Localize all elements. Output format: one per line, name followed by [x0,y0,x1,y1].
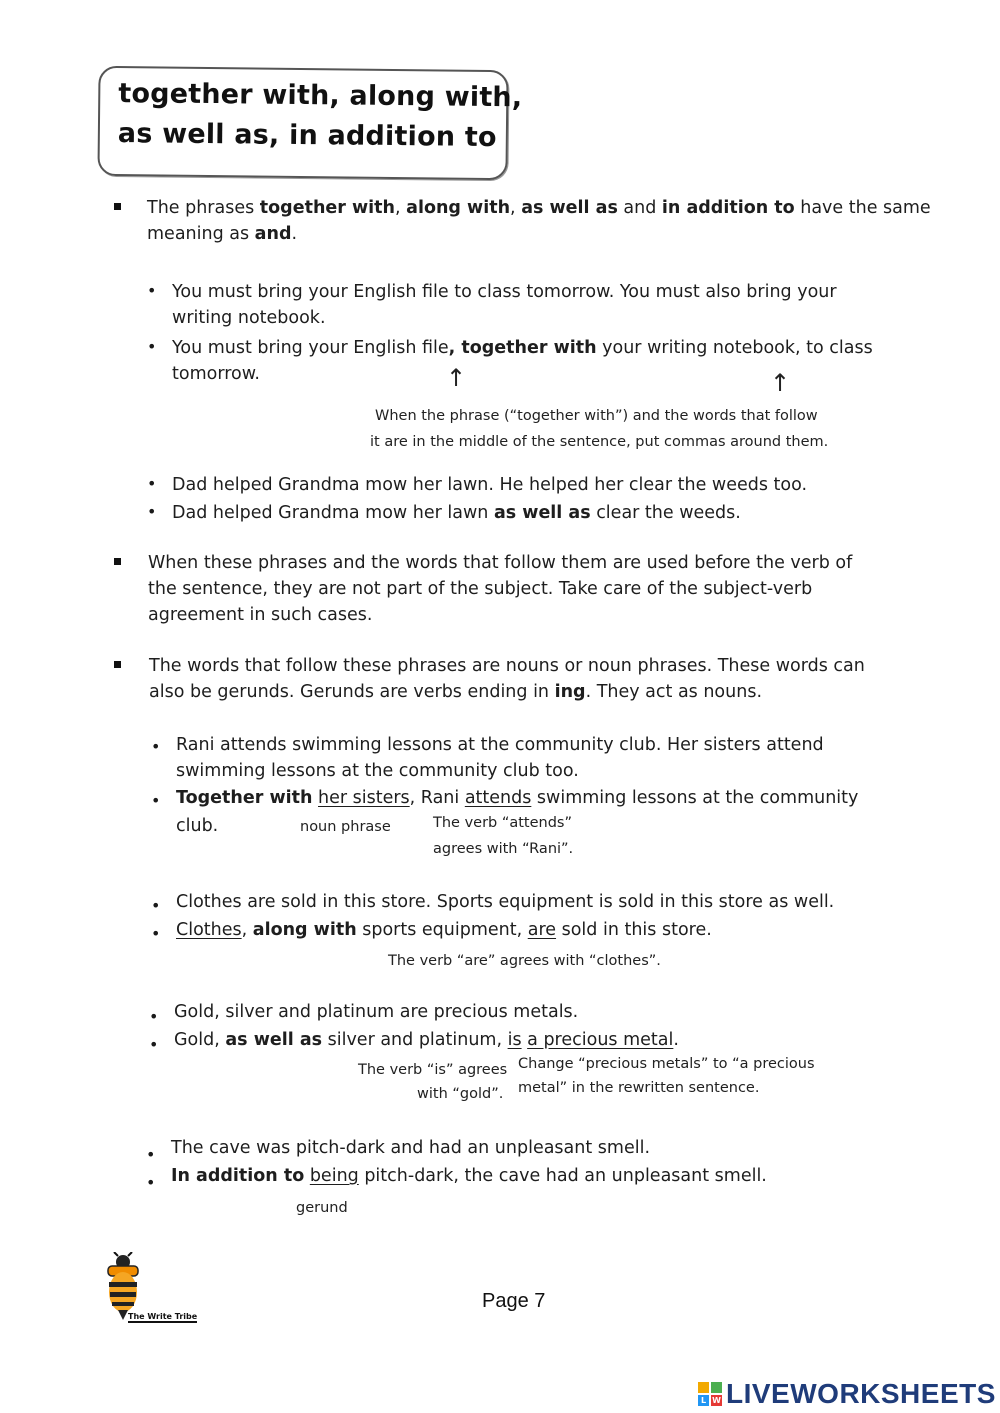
title-line-1: together with, along with, [118,78,523,114]
arrow-up-icon: ↑ [446,364,467,392]
bee-icon [98,1252,158,1320]
ex4-s1: Clothes are sold in this store. Sports equipment is sold in this store as well. [176,892,835,912]
bullet-dot-icon: • [151,924,161,943]
bullet-dot-icon: • [147,281,157,300]
bullet-dot-icon: • [149,1035,159,1054]
square-bullet-icon [114,558,121,565]
ex3-label-noun-phrase: noun phrase [300,819,391,835]
point1-line1: The phrases together with, along with, as well as and in addition to have the same [147,198,931,218]
title-box [97,66,523,180]
ex3-s2-line1: Together with her sisters, Rani attends swimming lessons at the community [176,788,859,808]
point3-line1: The words that follow these phrases are nouns or noun phrases. These words can [149,656,865,676]
ex3-s1-line2: swimming lessons at the community club too. [176,761,579,781]
ex4-note: The verb “are” agrees with “clothes”. [388,953,661,969]
square-bullet-icon [114,661,121,668]
bullet-dot-icon: • [146,1173,156,1192]
ex1-s2-line1: You must bring your English file, together with your writing notebook, to class [172,338,873,358]
ex1-s2-line2: tomorrow. [172,364,260,384]
ex3-s1-line1: Rani attends swimming lessons at the community club. Her sisters attend [176,735,824,755]
ex4-s2: Clothes, along with sports equipment, are sold in this store. [176,920,712,940]
logo-caption: The Write Tribe [128,1312,198,1321]
logo-square: L [698,1395,709,1406]
ex2-s1: Dad helped Grandma mow her lawn. He helped her clear the weeds too. [172,475,808,495]
logo-square: W [712,1396,721,1405]
bullet-dot-icon: • [151,737,161,756]
logo-square [711,1382,722,1393]
bullet-dot-icon: • [147,337,157,356]
ex3-label-verb-line1: The verb “attends” [433,815,573,831]
ex3-s2-line2: club. [176,816,219,836]
logo-square [698,1382,709,1393]
liveworksheets-watermark[interactable] [698,1378,996,1410]
point3-line2: also be gerunds. Gerunds are verbs ending in ing. They act as nouns. [149,682,763,702]
ex5-note1-line1: The verb “is” agrees [358,1062,508,1078]
ex1-s1-line1: You must bring your English file to class tomorrow. You must also bring your [172,282,837,302]
point2-line1: When these phrases and the words that follow them are used before the verb of [148,553,853,573]
ex1-s1-line2: writing notebook. [172,308,326,328]
point1-line2: meaning as and. [147,224,298,244]
ex5-s2: Gold, as well as silver and platinum, is a precious metal. [174,1030,679,1050]
point2-line3: agreement in such cases. [148,605,373,625]
ex5-note1-line2: with “gold”. [417,1086,504,1102]
square-bullet-icon [114,203,121,210]
arrow-up-icon: ↑ [770,369,791,397]
liveworksheets-brand: LIVEWORKSHEETS [726,1378,996,1409]
ex1-note-line1: When the phrase (“together with”) and the words that follow [375,408,818,424]
ex3-label-verb-line2: agrees with “Rani”. [433,841,574,857]
bullet-dot-icon: • [146,1145,156,1164]
ex5-s1: Gold, silver and platinum are precious metals. [174,1002,579,1022]
ex2-s2: Dad helped Grandma mow her lawn as well as clear the weeds. [172,503,741,523]
bee-logo [98,1252,208,1324]
point2-line2: the sentence, they are not part of the subject. Take care of the subject-verb [148,579,813,599]
ex6-s1: The cave was pitch-dark and had an unpleasant smell. [171,1138,651,1158]
ex6-s2: In addition to being pitch-dark, the cave had an unpleasant smell. [171,1166,767,1186]
bullet-dot-icon: • [147,474,157,493]
title-line-2: as well as, in addition to [117,118,497,154]
bullet-dot-icon: • [147,502,157,521]
ex6-label-gerund: gerund [296,1200,348,1216]
bullet-dot-icon: • [149,1007,159,1026]
ex1-note-line2: it are in the middle of the sentence, put commas around them. [370,434,829,450]
bullet-dot-icon: • [151,791,161,810]
liveworksheets-logo-icon [698,1382,722,1406]
page-number: Page 7 [482,1290,546,1312]
bullet-dot-icon: • [151,896,161,915]
ex5-note2-line1: Change “precious metals” to “a precious [518,1056,815,1072]
ex5-note2-line2: metal” in the rewritten sentence. [518,1080,760,1096]
